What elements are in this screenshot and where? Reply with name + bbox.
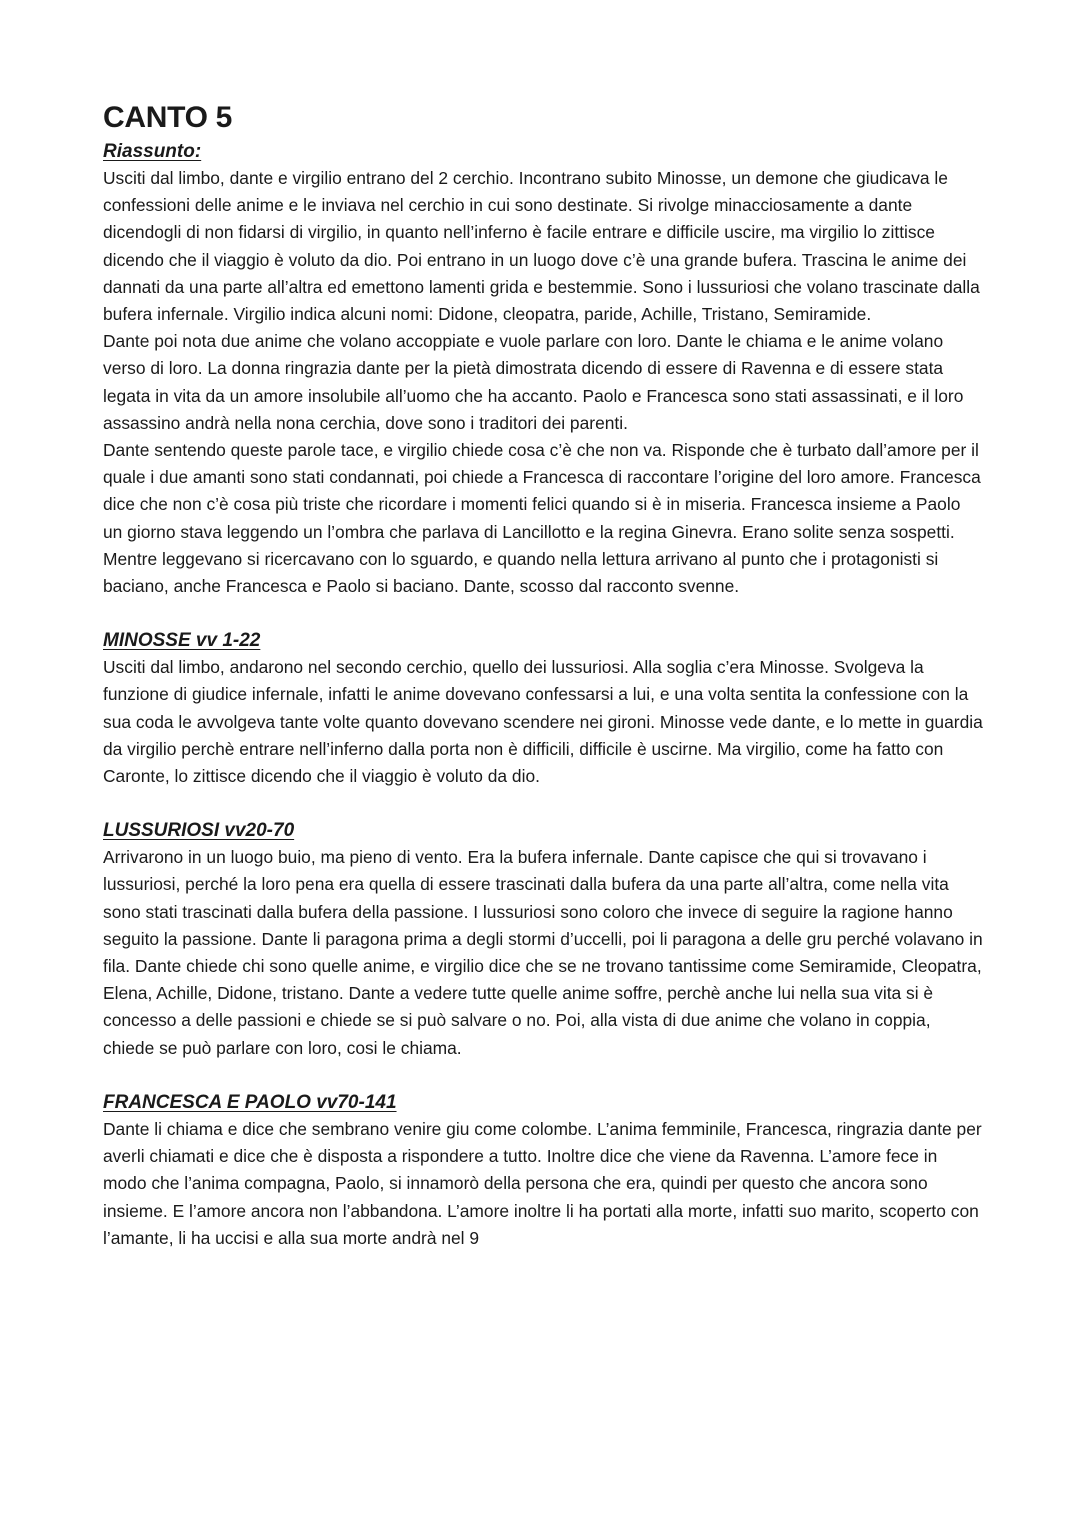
section-heading-lussuriosi: LUSSURIOSI vv20-70 [103, 820, 295, 842]
section-heading-francesca-paolo: FRANCESCA E PAOLO vv70-141 [103, 1091, 397, 1113]
minosse-paragraph: Usciti dal limbo, andarono nel secondo cerchio, quello dei lussuriosi. Alla soglia c’era Minosse. Svolgeva la funzione di giudice infernale, infatti le anime dovevano confessarsi a lui, e una volta sentita la confessione con la sua coda le avvolgeva tante volte quanto dovevano scendere nei gironi. Minosse vede dante, e lo mette in guardia da virgilio perchè entrare nell’inferno dalla porta non è difficili, difficile è uscirne. Ma virgilio, come ha fatto con Caronte, lo zittisce dicendo che il viaggio è voluto da dio. [103, 657, 983, 787]
section-spacer [103, 600, 983, 627]
riassunto-paragraph-2: Dante poi nota due anime che volano accoppiate e vuole parlare con loro. Dante le chiama e le anime volano verso di loro. La donna ringrazia dante per la pietà dimostrata dicendo di essere di Ravenna e di essere stata legata in vita da un amore insolubile all’uomo che ha accanto. Paolo e Francesca sono stati assassinati, e il loro assassino andrà nella nona cerchia, dove sono i traditori dei parenti. [103, 331, 964, 433]
section-heading-minosse: MINOSSE vv 1-22 [103, 630, 261, 652]
section-minosse [103, 627, 983, 790]
section-francesca-paolo [103, 1089, 983, 1252]
riassunto-paragraph-1: Usciti dal limbo, dante e virgilio entrano del 2 cerchio. Incontrano subito Minosse, un demone che giudicava le confessioni delle anime e le inviava nel cerchio in cui sono destinate. Si rivolge minacciosamente a dante dicendogli di non fidarsi di virgilio, in quanto nell’inferno è facile entrare e difficile uscire, ma virgilio lo zittisce dicendo che il viaggio è voluto da dio. Poi entrano in un luogo dove c’è una grande bufera. Trascina le anime dei dannati da una parte all’altra ed emettono lamenti grida e bestemmie. Sono i lussuriosi che volano trascinate dalla bufera infernale. Virgilio indica alcuni nomi: Didone, cleopatra, paride, Achille, Tristano, Semiramide. [103, 168, 980, 325]
section-lussuriosi [103, 817, 983, 1062]
riassunto-paragraph-3: Dante sentendo queste parole tace, e virgilio chiede cosa c’è che non va. Risponde che è turbato dall’amore per il quale i due amanti sono stati condannati, poi chiede a Francesca di raccontare l’origine del loro amore. Francesca dice che non c’è cosa più triste che ricordare i momenti felici quando si è in miseria. Francesca insieme a Paolo un giorno stava leggendo un l’ombra che parlava di Lancillotto e la regina Ginevra. Erano solite senza sospetti. Mentre leggevano si ricercavano con lo sguardo, e quando nella lettura arrivano al punto che i protagonisti si baciano, anche Francesca e Paolo si baciano. Dante, scosso dal racconto svenne. [103, 440, 981, 597]
francesca-paolo-paragraph: Dante li chiama e dice che sembrano venire giu come colombe. L’anima femminile, Francesca, ringrazia dante per averli chiamati e dice che è disposta a rispondere a tutto. Inoltre dice che viene da Ravenna. L’amore fece in modo che l’anima compagna, Paolo, si innamorò della persona che era, quindi per questo che ancora sono insieme. E l’amore ancora non l’abbandona. L’amore inoltre li ha portati alla morte, infatti suo marito, scoperto con l’amante, li ha uccisi e alla sua morte andrà nel 9 [103, 1118, 982, 1248]
lussuriosi-paragraph: Arrivarono in un luogo buio, ma pieno di vento. Era la bufera infernale. Dante capisce che qui si trovavano i lussuriosi, perché la loro pena era quella di essere trascinati dalla bufera da una parte all’altra, come nella vita sono stati trascinati dalla bufera della passione. I lussuriosi sono coloro che invece di seguire la ragione hanno seguito la passione. Dante li paragona prima a degli stormi d’uccelli, poi li paragona a delle gru perché volavano in fila. Dante chiede chi sono quelle anime, e virgilio dice che se ne trovano tantissime come Semiramide, Cleopatra, Elena, Achille, Didone, tristano. Dante a vedere tutte quelle anime soffre, perchè anche lui nella sua vita si è concesso a delle passioni e chiede se si può salvare o no. Poi, alla vista di due anime che volano in coppia, chiede se può parlare con loro, cosi le chiama. [103, 847, 983, 1058]
section-spacer [103, 790, 983, 817]
document-title: CANTO 5 [103, 101, 233, 134]
section-spacer [103, 1062, 983, 1089]
section-riassunto [103, 138, 983, 600]
section-heading-riassunto: Riassunto: [103, 141, 202, 162]
document-page [103, 98, 983, 1252]
